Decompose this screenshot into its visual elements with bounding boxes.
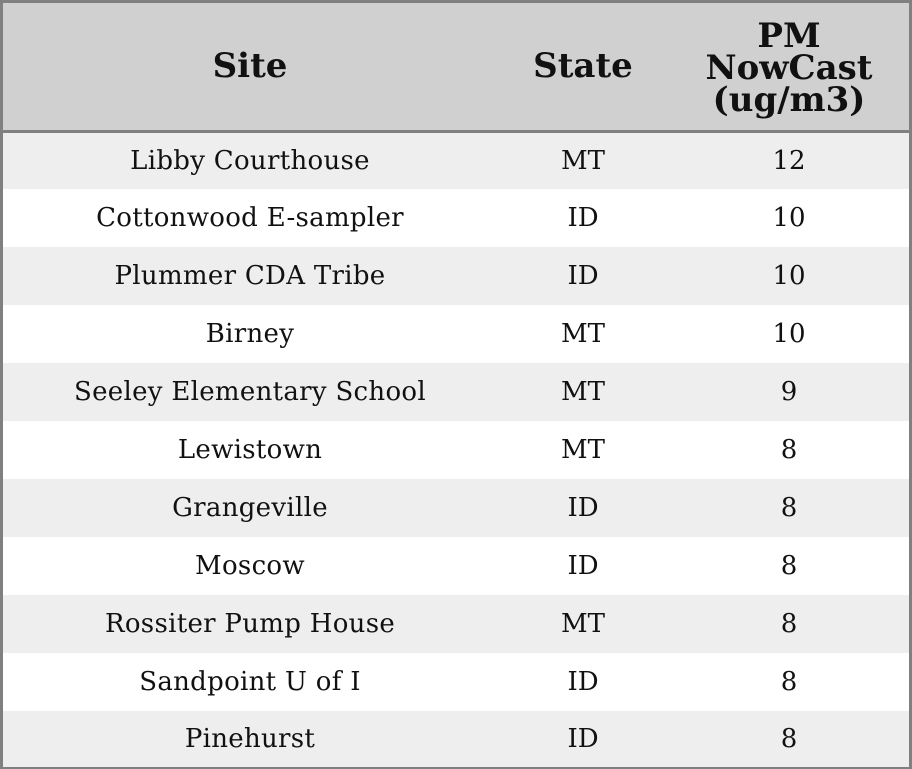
pm-value-cell: 8	[780, 435, 798, 465]
site-cell: Plummer CDA Tribe	[114, 261, 386, 291]
pm-header-line-2: NowCast	[705, 48, 873, 89]
table-row	[3, 305, 909, 363]
site-cell: Cottonwood E-sampler	[96, 203, 404, 233]
state-cell: ID	[567, 203, 599, 233]
table-row	[3, 189, 909, 247]
state-column-header: State	[497, 3, 669, 131]
state-cell: ID	[567, 724, 599, 754]
table-header	[3, 3, 909, 131]
state-cell: MT	[561, 145, 605, 176]
site-cell: Lewistown	[177, 435, 323, 465]
pm-value-cell: 10	[772, 319, 806, 349]
pm-header-line-1: PM	[757, 16, 821, 57]
state-cell: MT	[561, 609, 605, 639]
pm-value-cell: 8	[780, 551, 798, 581]
state-cell: ID	[567, 261, 599, 291]
site-cell: Seeley Elementary School	[74, 377, 426, 407]
site-cell: Birney	[205, 319, 295, 349]
table-body	[3, 131, 909, 767]
table-row	[3, 479, 909, 537]
pm-value-cell: 10	[772, 261, 806, 291]
pm-value-cell: 8	[780, 609, 798, 639]
table-row	[3, 653, 909, 711]
site-cell: Sandpoint U of I	[139, 667, 361, 697]
table-row	[3, 595, 909, 653]
state-cell: MT	[561, 377, 605, 407]
site-column-header: Site	[3, 3, 497, 131]
table-row	[3, 421, 909, 479]
pm-value-cell: 8	[780, 667, 798, 697]
table-row	[3, 247, 909, 305]
site-cell: Rossiter Pump House	[104, 609, 396, 639]
pm-header-line-3: (ug/m3)	[712, 80, 866, 121]
site-cell: Libby Courthouse	[130, 145, 370, 176]
table-row	[3, 537, 909, 595]
site-cell: Moscow	[195, 551, 305, 581]
pm-value-cell: 10	[772, 203, 806, 233]
state-cell: ID	[567, 493, 599, 523]
pm-value-cell: 8	[780, 493, 798, 523]
site-cell: Grangeville	[172, 493, 328, 523]
state-cell: ID	[567, 667, 599, 697]
header-row	[3, 3, 909, 131]
table-row	[3, 131, 909, 189]
pm-nowcast-column-header	[669, 3, 909, 131]
state-cell: MT	[561, 319, 605, 349]
state-cell: ID	[567, 551, 599, 581]
table-row	[3, 711, 909, 767]
pm-value-cell: 8	[780, 724, 798, 754]
pm-value-cell: 12	[772, 145, 806, 176]
pm-value-cell: 9	[780, 377, 798, 407]
table-row	[3, 363, 909, 421]
state-cell: MT	[561, 435, 605, 465]
pm-nowcast-table	[3, 3, 909, 767]
site-cell: Pinehurst	[184, 724, 316, 754]
